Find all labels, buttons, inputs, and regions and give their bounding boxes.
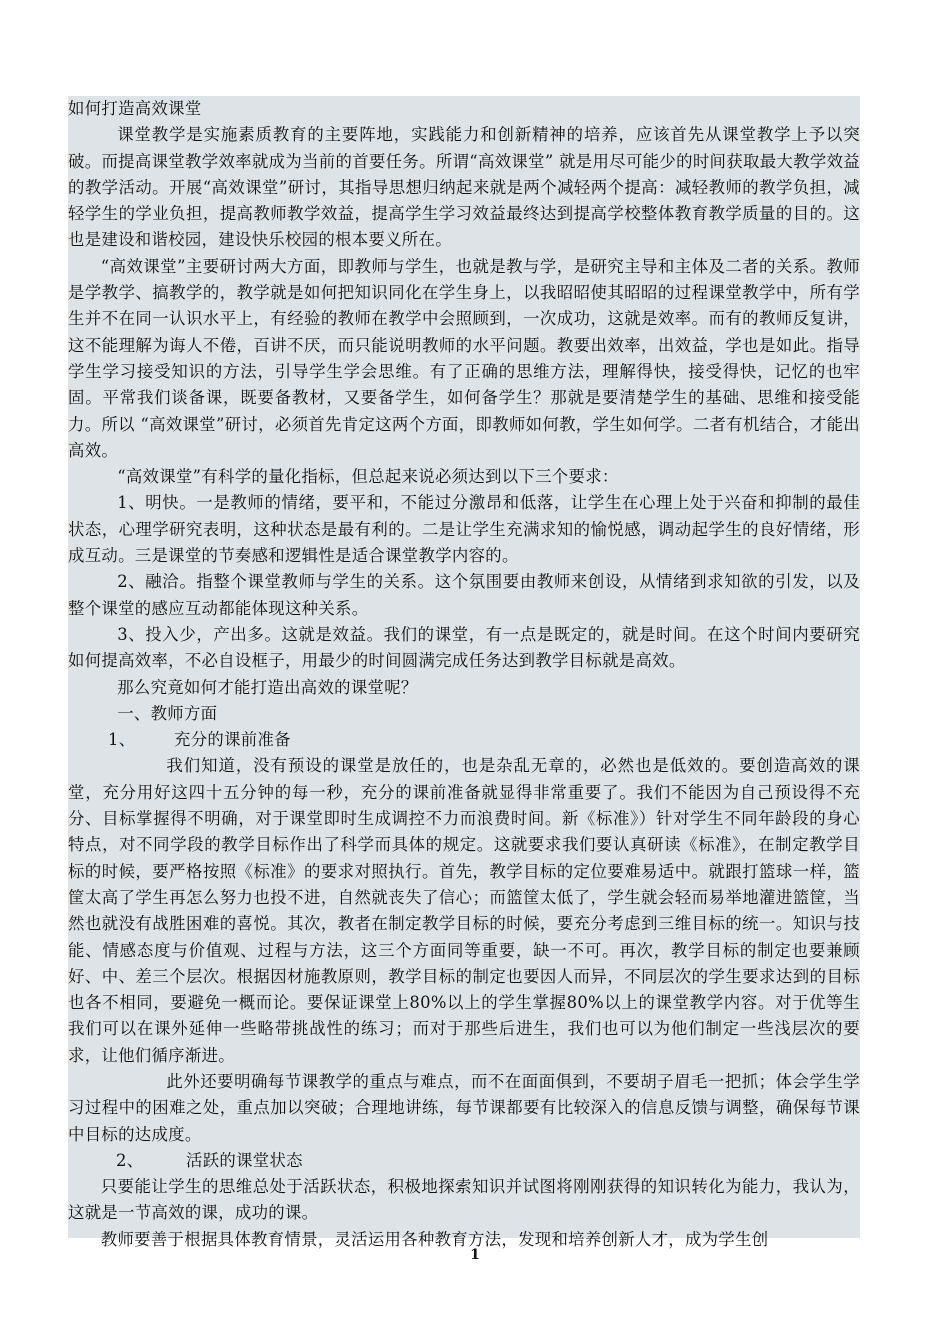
heading-number: 2、 [116,1150,144,1170]
heading-text: 充分的课前准备 [174,730,291,750]
subsection-heading-2 [68,1148,860,1174]
paragraph: 课堂教学是实施素质教育的主要阵地，实践能力和创新精神的培养，应该首先从课堂教学上予以突破。而提高课堂教学效率就成为当前的首要任务。所谓“高效课堂” 就是用尽可能少的时间获取最大教学效益的教学活动。开展“高效课堂”研讨，其指导思想归纳起来就是两个减轻两个提高：减轻教师的教学负担，减轻学生的学业负担，提高教师教学效益，提高学生学习效益最终达到提高学校整体教育教学质量的目的。这也是建设和谐校园，建设快乐校园的根本要义所在。 [68,125,860,250]
paragraph: 此外还要明确每节课教学的重点与难点，而不在面面俱到，不要胡子眉毛一把抓；体会学生学习过程中的困难之处，重点加以突破；合理地讲练，每节课都要有比较深入的信息反馈与调整，确保每节课中目标的达成度。 [68,1071,860,1144]
heading-number: 1、 [108,730,136,750]
list-item: 3、投入少，产出多。这就是效益。我们的课堂，有一点是既定的，就是时间。在这个时间内要研究如何提高效率，不必自设框子，用最少的时间圆满完成任务达到教学目标就是高效。 [68,624,860,671]
list-item: 2、融洽。指整个课堂教师与学生的关系。这个氛围要由教师来创设，从情绪到求知欲的引发，以及整个课堂的感应互动都能体现这种关系。 [68,572,860,618]
document-body [68,96,860,1249]
paragraph: 那么究竟如何才能打造出高效的课堂呢？ [117,677,418,697]
paragraph: “高效课堂”主要研讨两大方面，即教师与学生，也就是教与学，是研究主导和主体及二者的关系。教师是学教学、搞教学的，教学就是如何把知识同化在学生身上，以我昭昭使其昭昭的过程课堂教学中，所有学生并不在同一认识水平上，有经验的教师在教学中会照顾到，一次成功，这就是效率。而有的教师反复讲，这不能理解为诲人不倦，百讲不厌，而只能说明教师的水平问题。教要出效率，出效益，学也是如此。指导学生学习接受知识的方法，引导学生学会思维。有了正确的思维方法，理解得快，接受得快，记忆的也牢固。平常我们谈备课，既要备教材，又要备学生，如何备学生？那就是要清楚学生的基础、思维和接受能力。所以 “高效课堂”研讨，必须首先肯定这两个方面，即教师如何教，学生如何学。二者有机结合，才能出高效。 [68,256,860,460]
list-item: 1、明快。一是教师的情绪，要平和，不能过分激昂和低落，让学生在心理上处于兴奋和抑制的最佳状态，心理学研究表明，这种状态是最有利的。二是让学生充满求知的愉悦感，调动起学生的良好情绪，形成互动。三是课堂的节奏感和逻辑性是适合课堂教学内容的。 [68,493,860,566]
subsection-heading-1 [68,727,860,753]
paragraph: 我们知道，没有预设的课堂是放任的，也是杂乱无章的，必然也是低效的。要创造高效的课堂，充分用好这四十五分钟的每一秒，充分的课前准备就显得非常重要了。我们不能因为自己预设得不充分、目标掌握得不明确，对于课堂即时生成调控不力而浪费时间。新《标准》）针对学生不同年龄段的身心特点，对不同学段的教学目标作出了科学而具体的规定。这就要求我们要认真研读《标准》，在制定教学目标的时候，要严格按照《标准》的要求对照执行。首先，教学目标的定位要难易适中。就跟打篮球一样，篮筐太高了学生再怎么努力也投不进，自然就丧失了信心；而篮筐太低了，学生就会轻而易举地灌进篮筐，当然也就没有战胜困难的喜悦。其次，教者在制定教学目标的时候，要充分考虑到三维目标的统一。知识与技能、情感态度与价值观、过程与方法，这三个方面同等重要，缺一不可。再次，教学目标的制定也要兼顾好、中、差三个层次。根据因材施教原则，教学目标的制定也要因人而异，不同层次的学生要求达到的目标也各不相同，要避免一概而论。要保证课堂上80%以上的学生掌握80%以上的课堂教学内容。对于优等生我们可以在课外延伸一些略带挑战性的练习；而对于那些后进生，我们也可以为他们制定一些浅层次的要求，让他们循序渐进。 [68,756,860,1065]
section-heading: 一、教师方面 [117,703,218,723]
paragraph: “高效课堂”有科学的量化指标，但总起来说必须达到以下三个要求： [117,467,619,487]
paragraph: 只要能让学生的思维总处于活跃状态，积极地探索知识并试图将刚刚获得的知识转化为能力，我认为，这就是一节高效的课，成功的课。 [68,1177,860,1223]
page-number: 1 [470,1247,480,1263]
document-title: 如何打造高效课堂 [68,99,202,118]
paragraph: 教师要善于根据具体教育情景，灵活运用各种教育方法，发现和培养创新人才，成为学生创 [100,1229,769,1249]
heading-text: 活跃的课堂状态 [186,1150,303,1170]
